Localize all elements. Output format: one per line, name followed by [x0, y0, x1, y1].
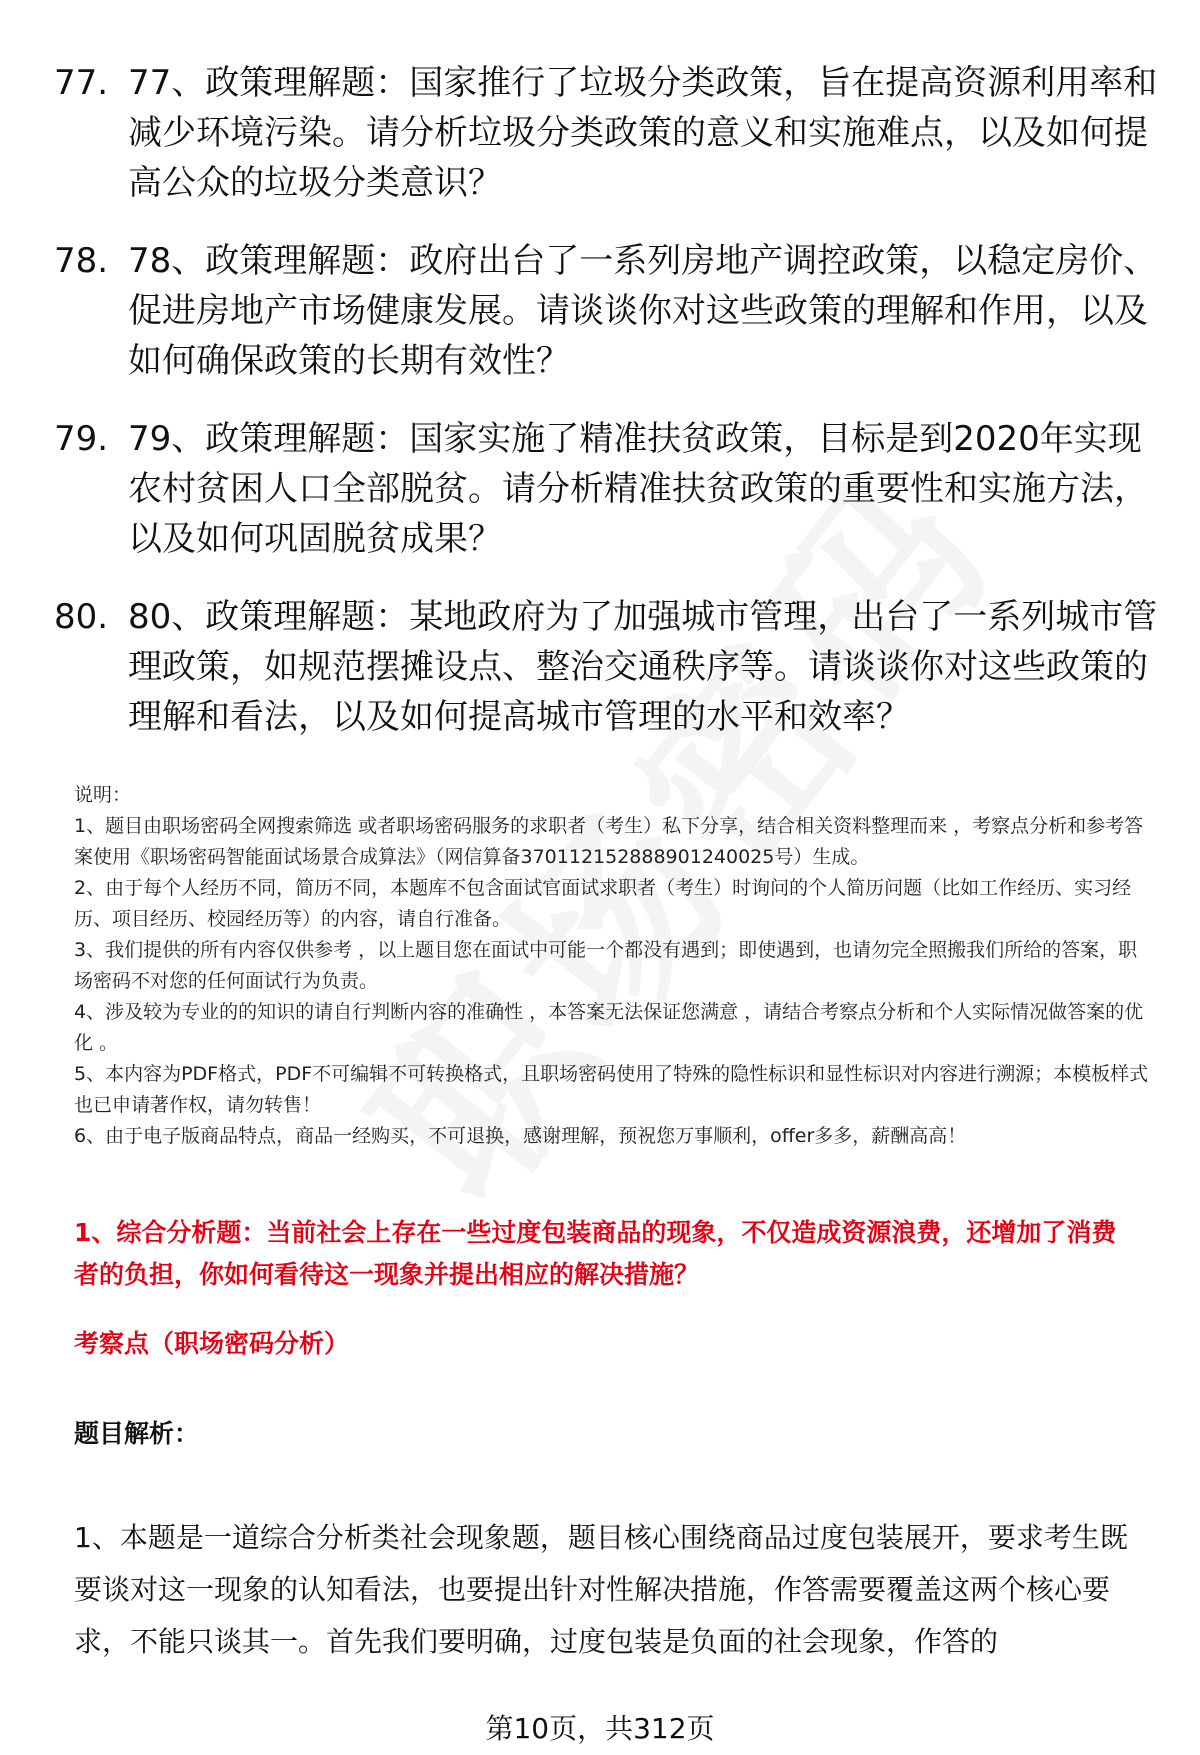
question-number: 80. — [54, 597, 109, 637]
note-item: 4、涉及较为专业的的知识的请自行判断内容的准确性 ，本答案无法保证您满意 ，请结合考察点分析和个人实际情况做答案的优化 。 — [74, 1001, 1144, 1054]
notes-title: 说明： — [74, 784, 132, 806]
question-text: 77、政策理解题：国家推行了垃圾分类政策，旨在提高资源利用率和减少环境污染。请分析垃圾分类政策的意义和实施难点，以及如何提高公众的垃圾分类意识？ — [128, 63, 1158, 203]
note-item: 6、由于电子版商品特点，商品一经购买，不可退换，感谢理解，预祝您万事顺利，offer多多，薪酬高高！ — [74, 1125, 967, 1147]
note-item: 1、题目由职场密码全网搜索筛选 或者职场密码服务的求职者（考生）私下分享，结合相关资料整理而来 ，考察点分析和参考答案使用《职场密码智能面试场景合成算法》（网信算备370112152888901240025号）生成。 — [74, 815, 1144, 868]
question-text: 80、政策理解题：某地政府为了加强城市管理，出台了一系列城市管理政策，如规范摆摊设点、整治交通秩序等。请谈谈你对这些政策的理解和看法，以及如何提高城市管理的水平和效率？ — [128, 597, 1158, 737]
note-item: 5、本内容为PDF格式，PDF不可编辑不可转换格式，且职场密码使用了特殊的隐性标识和显性标识对内容进行溯源；本模板样式也已申请著作权，请勿转售！ — [74, 1063, 1149, 1116]
question-text: 78、政策理解题：政府出台了一系列房地产调控政策，以稳定房价、促进房地产市场健康发展。请谈谈你对这些政策的理解和作用，以及如何确保政策的长期有效性？ — [128, 241, 1158, 381]
question-list — [54, 58, 1164, 770]
question-number: 77. — [54, 63, 109, 103]
kaochadian-heading: 考察点（职场密码分析） — [74, 1329, 350, 1358]
list-item — [54, 592, 1164, 742]
section-question: 1、综合分析题：当前社会上存在一些过度包装商品的现象，不仅造成资源浪费，还增加了消费者的负担，你如何看待这一现象并提出相应的解决措施？ — [74, 1218, 1117, 1289]
page-number: 第10页，共312页 — [485, 1712, 715, 1745]
question-number: 79. — [54, 419, 109, 459]
note-item: 2、由于每个人经历不同，简历不同，本题库不包含面试官面试求职者（考生）时询问的个人简历问题（比如工作经历、实习经历、项目经历、校园经历等）的内容，请自行准备。 — [74, 877, 1132, 930]
question-number: 78. — [54, 241, 109, 281]
list-item — [54, 414, 1164, 564]
list-item — [54, 236, 1164, 386]
question-text: 79、政策理解题：国家实施了精准扶贫政策，目标是到2020年实现农村贫困人口全部脱贫。请分析精准扶贫政策的重要性和实施方法，以及如何巩固脱贫成果？ — [128, 419, 1148, 559]
note-item: 3、我们提供的所有内容仅供参考 ，以上题目您在面试中可能一个都没有遇到；即使遇到，也请勿完全照搬我们所给的答案，职场密码不对您的任何面试行为负责。 — [74, 939, 1138, 992]
notes-section — [74, 780, 1154, 1152]
analysis-paragraph: 1、本题是一道综合分析类社会现象题，题目核心围绕商品过度包装展开，要求考生既要谈对这一现象的认知看法，也要提出针对性解决措施，作答需要覆盖这两个核心要求，不能只谈其一。首先我们要明确，过度包装是负面的社会现象，作答的 — [74, 1521, 1128, 1658]
list-item — [54, 58, 1164, 208]
analysis-heading: 题目解析： — [74, 1419, 200, 1448]
